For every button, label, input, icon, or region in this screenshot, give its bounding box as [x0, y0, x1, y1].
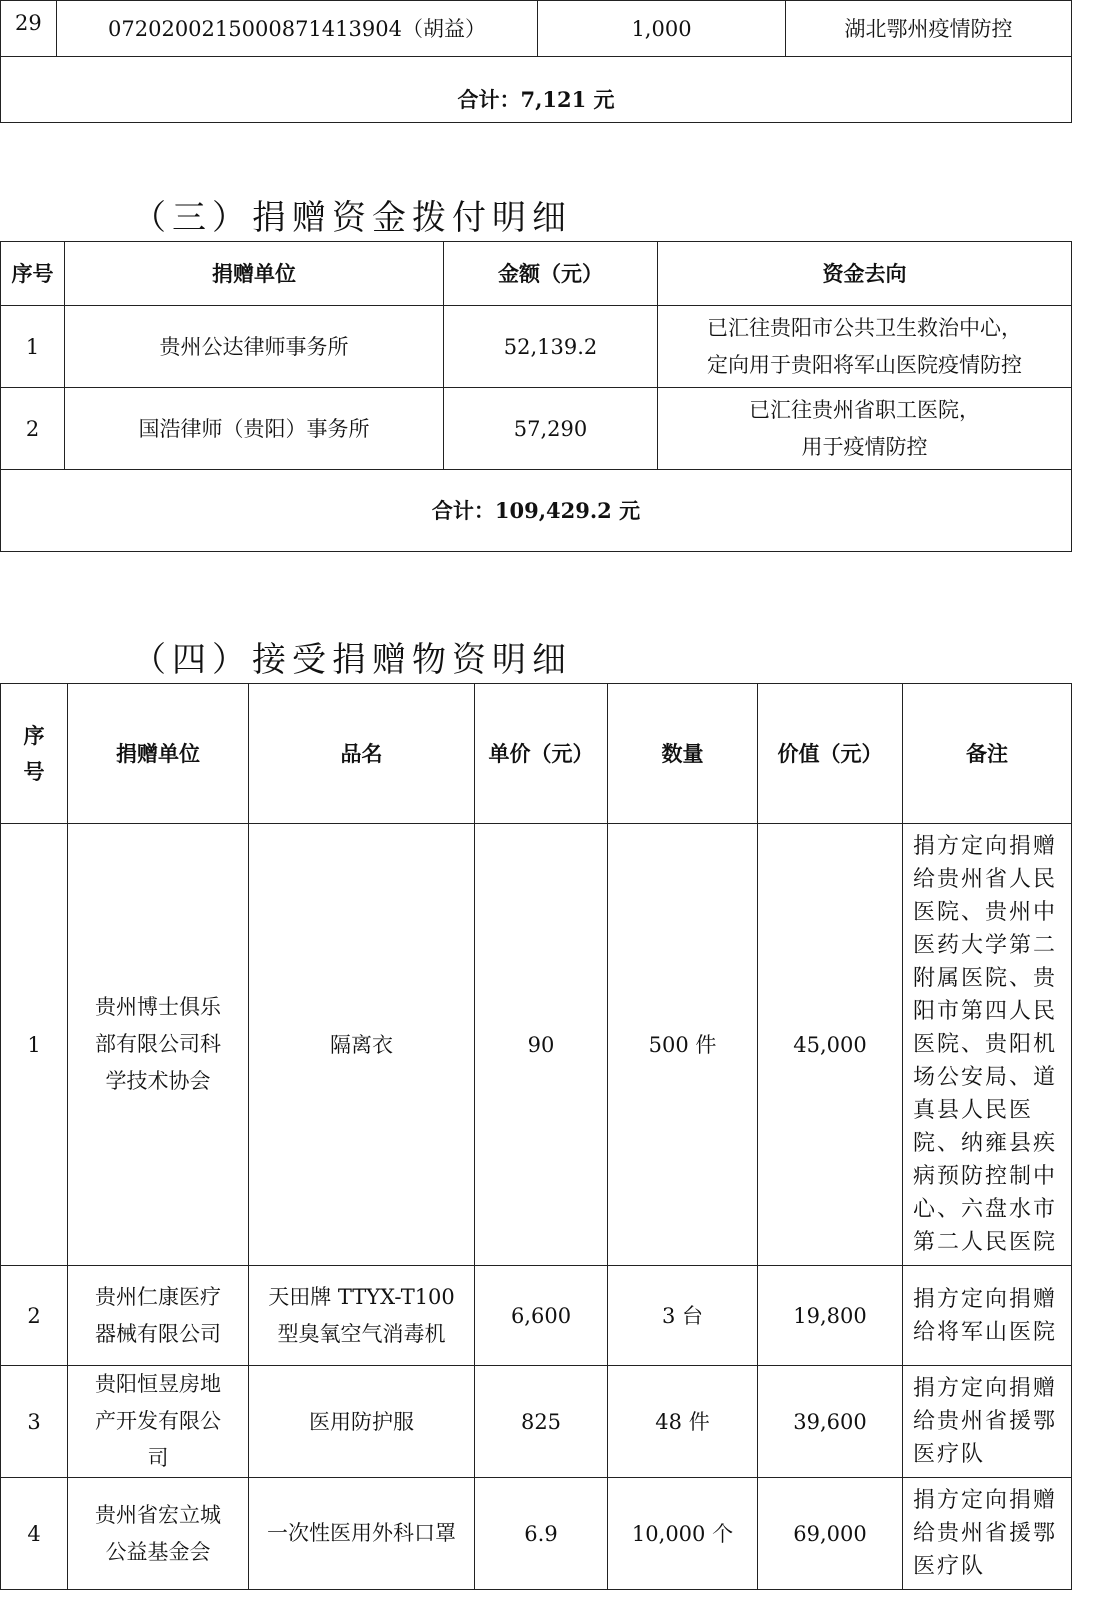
row-seq: 29 — [1, 1, 57, 57]
table-row — [1, 388, 1072, 470]
note-cell: 捐方定向捐赠给将军山医院 — [903, 1266, 1072, 1366]
row-seq: 4 — [1, 1478, 68, 1590]
row-seq: 3 — [1, 1366, 68, 1478]
row-seq: 2 — [1, 388, 65, 470]
donor-cell: 贵州省宏立城公益基金会 — [68, 1478, 249, 1590]
header-donor: 捐赠单位 — [65, 242, 444, 306]
previous-donation-table — [0, 0, 1072, 123]
value-cell: 45,000 — [758, 824, 903, 1266]
table-row — [1, 1366, 1072, 1478]
value-cell: 19,800 — [758, 1266, 903, 1366]
header-destination: 资金去向 — [658, 242, 1072, 306]
table-row — [1, 824, 1072, 1266]
row-seq: 1 — [1, 306, 65, 388]
note-cell: 捐方定向捐赠给贵州省援鄂医疗队 — [903, 1478, 1072, 1590]
table-row — [1, 306, 1072, 388]
quantity-cell: 3 台 — [608, 1266, 758, 1366]
table-row — [1, 1266, 1072, 1366]
donor-cell: 贵州仁康医疗器械有限公司 — [68, 1266, 249, 1366]
item-cell: 隔离衣 — [249, 824, 475, 1266]
donor-cell: 贵州公达律师事务所 — [65, 306, 444, 388]
amount-cell: 1,000 — [538, 1, 786, 57]
item-cell: 天田牌 TTYX-T100 型臭氧空气消毒机 — [249, 1266, 475, 1366]
total-cell: 合计：7,121 元 — [1, 57, 1072, 123]
total-cell: 合计：109,429.2 元 — [1, 470, 1072, 552]
header-row — [1, 684, 1072, 824]
header-unit-price: 单价（元） — [475, 684, 608, 824]
destination-line: 已汇往贵阳市公共卫生救治中心， — [707, 315, 1022, 340]
section3-title: （三）捐赠资金拨付明细 — [132, 198, 572, 238]
unit-price-cell: 6.9 — [475, 1478, 608, 1590]
quantity-cell: 10,000 个 — [608, 1478, 758, 1590]
header-donor: 捐赠单位 — [68, 684, 249, 824]
item-cell: 医用防护服 — [249, 1366, 475, 1478]
note-cell: 捐方定向捐赠给贵州省人民医院、贵州中医药大学第二附属医院、贵阳市第四人民医院、贵阳机场公安局、道真县人民医院、纳雍县疾病预防控制中心、六盘水市第二人民医院 — [903, 824, 1072, 1266]
destination-cell — [658, 306, 1072, 388]
total-row — [1, 57, 1072, 123]
header-item: 品名 — [249, 684, 475, 824]
donor-cell: 贵州博士俱乐部有限公司科学技术协会 — [68, 824, 249, 1266]
header-amount: 金额（元） — [444, 242, 658, 306]
table-row — [1, 1, 1072, 57]
fund-allocation-table — [0, 241, 1072, 552]
header-value: 价值（元） — [758, 684, 903, 824]
header-seq-line: 序 — [23, 722, 45, 748]
amount-cell: 57,290 — [444, 388, 658, 470]
header-seq: 序号 — [1, 242, 65, 306]
row-seq: 2 — [1, 1266, 68, 1366]
quantity-cell: 500 件 — [608, 824, 758, 1266]
account-cell: 0720200215000871413904（胡益） — [57, 1, 538, 57]
section4-title: （四）接受捐赠物资明细 — [132, 640, 572, 680]
destination-line: 用于疫情防控 — [801, 434, 928, 459]
note-cell: 捐方定向捐赠给贵州省援鄂医疗队 — [903, 1366, 1072, 1478]
amount-cell: 52,139.2 — [444, 306, 658, 388]
purpose-cell: 湖北鄂州疫情防控 — [786, 1, 1072, 57]
donor-cell: 贵阳恒昱房地产开发有限公司 — [68, 1366, 249, 1478]
header-note: 备注 — [903, 684, 1072, 824]
row-seq: 1 — [1, 824, 68, 1266]
unit-price-cell: 825 — [475, 1366, 608, 1478]
donor-cell: 国浩律师（贵阳）事务所 — [65, 388, 444, 470]
header-quantity: 数量 — [608, 684, 758, 824]
value-cell: 39,600 — [758, 1366, 903, 1478]
destination-line: 定向用于贵阳将军山医院疫情防控 — [707, 352, 1022, 377]
unit-price-cell: 90 — [475, 824, 608, 1266]
value-cell: 69,000 — [758, 1478, 903, 1590]
unit-price-cell: 6,600 — [475, 1266, 608, 1366]
quantity-cell: 48 件 — [608, 1366, 758, 1478]
total-row — [1, 470, 1072, 552]
destination-cell — [658, 388, 1072, 470]
table-row — [1, 1478, 1072, 1590]
donated-goods-table — [0, 683, 1072, 1590]
destination-line: 已汇往贵州省职工医院， — [749, 397, 980, 422]
item-cell: 一次性医用外科口罩 — [249, 1478, 475, 1590]
header-seq-line: 号 — [23, 758, 45, 784]
header-seq — [1, 684, 68, 824]
header-row — [1, 242, 1072, 306]
